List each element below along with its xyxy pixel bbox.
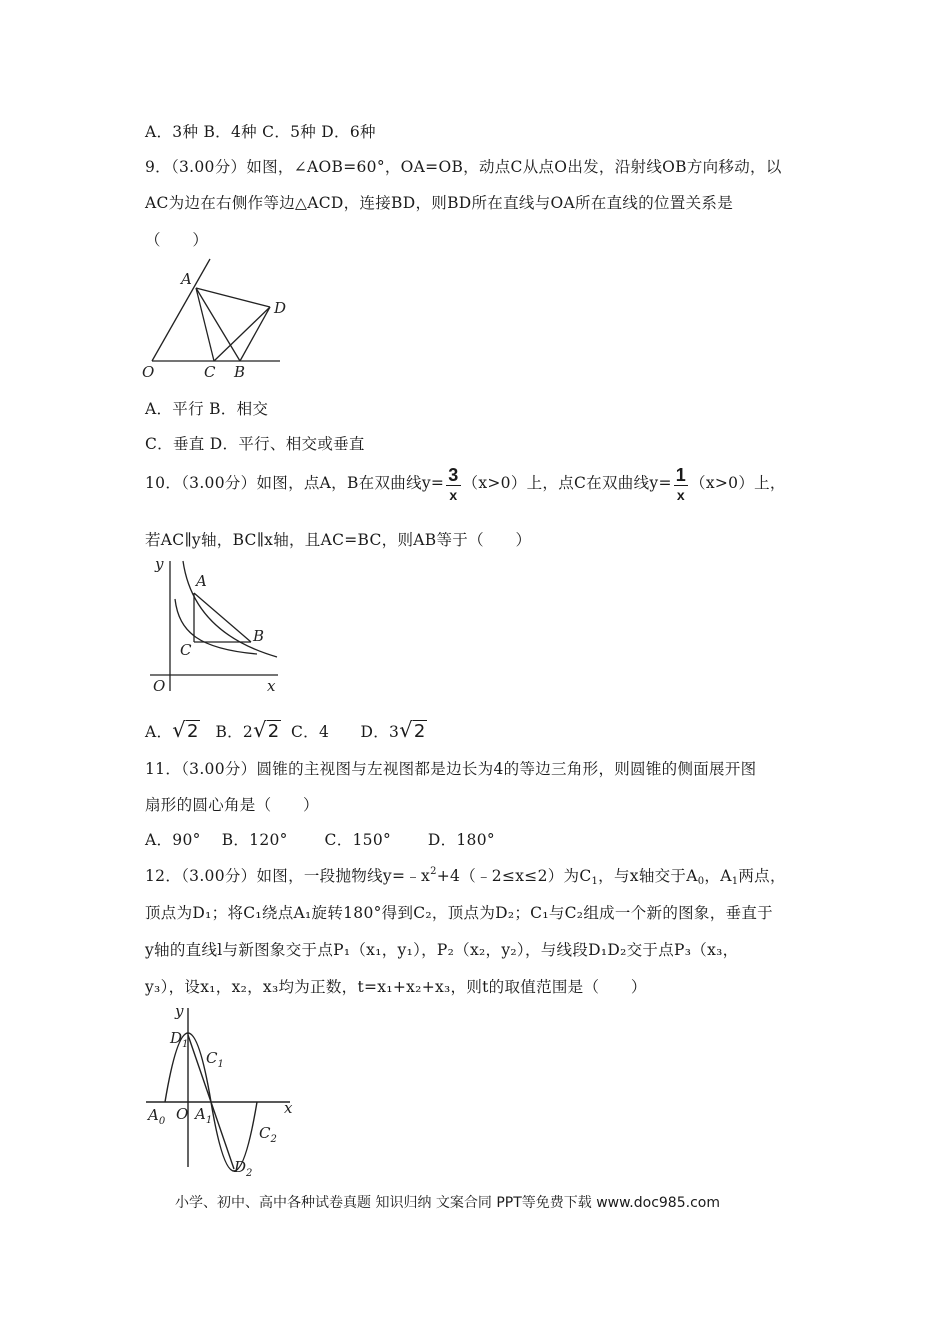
q10-fraction-1-over-x	[674, 466, 688, 502]
q12-label-x: x	[284, 1099, 293, 1117]
q10-fraction-3-over-x	[446, 466, 460, 502]
q11-options: A．90° B．120° C．150° D．180°	[145, 831, 495, 849]
q11-stem-line2: 扇形的圆心角是（ ）	[145, 796, 319, 814]
q10-label-c: C	[180, 641, 192, 659]
q10-stem-mid: （x>0）上，点C在双曲线y=	[462, 474, 672, 492]
sqrt-symbol: √	[172, 718, 186, 742]
q10-stem-line1	[145, 466, 786, 502]
q10-frac2-num: 1	[675, 465, 687, 485]
q10-options	[145, 718, 427, 742]
q12-label-d2: $D_2$	[234, 1158, 253, 1179]
q9-label-c: C	[204, 363, 216, 381]
q10-frac1-den: x	[449, 487, 458, 503]
q9-figure	[138, 255, 298, 385]
q9-label-a: A	[181, 270, 192, 288]
q10-figure	[145, 553, 290, 695]
q10-label-x: x	[267, 677, 276, 695]
q10-option-d: D．3√2	[360, 718, 426, 742]
q12-figure	[140, 1002, 305, 1180]
q10-seg-ab	[194, 593, 251, 642]
q10-label-y: y	[155, 555, 164, 573]
sqrt-symbol: √	[253, 718, 267, 742]
q8-options: A．3种 B．4种 C．5种 D．6种	[145, 123, 376, 141]
q10-label-a: A	[196, 572, 207, 590]
q9-label-b: B	[234, 363, 246, 381]
q12-stem-line2: 顶点为D₁；将C₁绕点A₁旋转180°得到C₂，顶点为D₂；C₁与C₂组成一个新的图象，垂直于	[145, 904, 773, 922]
q12-stem-line4: y₃），设x₁，x₂，x₃均为正数，t=x₁+x₂+x₃，则t的取值范围是（ ）	[145, 978, 647, 996]
q12-stem-line3: y轴的直线l与新图象交于点P₁（x₁，y₁），P₂（x₂，y₂），与线段D₁D₂交于点P₃（x₃，	[145, 941, 739, 959]
q12-stem-line1: 12．（3.00分）如图，一段抛物线$y=﹣x^2+4(﹣2\le x\le 2)$为$C_1$，与x轴交于$A_0$，$A_1$两点，	[145, 866, 786, 887]
q10-stem-post: （x>0）上，	[690, 474, 786, 492]
q10-frac2-den: x	[676, 487, 685, 503]
q9-options-cd: C．垂直 D．平行、相交或垂直	[145, 435, 365, 453]
q9-stem-line1: 9．（3.00分）如图，∠AOB=60°，OA=OB，动点C从点O出发，沿射线OB方向移动，以	[145, 158, 782, 176]
q12-label-a1: $A_1$	[195, 1105, 213, 1126]
q10-option-c: C．4	[291, 723, 330, 741]
radicand: 2	[186, 721, 199, 742]
q10-stem-pre: 10．（3.00分）如图，点A，B在双曲线y=	[145, 474, 445, 492]
q9-seg-ad	[196, 288, 270, 307]
sqrt-symbol: √	[399, 718, 413, 742]
q12-label-c1: $C_1$	[206, 1049, 224, 1070]
q11-stem-line1: 11．（3.00分）圆锥的主视图与左视图都是边长为4的等边三角形，则圆锥的侧面展开图	[145, 760, 757, 778]
page-footer: 小学、初中、高中各种试卷真题 知识归纳 文案合同 PPT等免费下载 www.doc985.com	[175, 1195, 720, 1211]
q9-options-ab: A．平行 B．相交	[145, 400, 269, 418]
q9-stem-line2: AC为边在右侧作等边△ACD，连接BD，则BD所在直线与OA所在直线的位置关系是	[145, 194, 733, 212]
q9-seg-bd	[240, 307, 270, 361]
radicand: 2	[413, 721, 426, 742]
q9-seg-cd	[214, 307, 270, 361]
q12-label-c2: $C_2$	[259, 1124, 277, 1145]
q9-label-d: D	[274, 299, 287, 317]
q12-label-d1: $D_1$	[170, 1029, 189, 1050]
q10-stem-line2: 若AC∥y轴，BC∥x轴，且AC=BC，则AB等于（ ）	[145, 531, 532, 549]
q10-option-b: B．2√2	[215, 718, 280, 742]
q9-seg-ab	[196, 288, 240, 361]
q12-label-y: y	[175, 1002, 184, 1020]
radicand: 2	[267, 721, 280, 742]
q10-option-a: A．√2	[145, 718, 199, 742]
q9-label-o: O	[142, 363, 155, 381]
q12-label-a0: $A_0$	[148, 1106, 166, 1127]
q10-frac1-num: 3	[448, 465, 459, 485]
q12-label-o: O	[176, 1105, 189, 1123]
q9-stem-line3: （ ）	[145, 231, 209, 249]
q10-label-o: O	[153, 677, 166, 695]
q9-seg-ac	[196, 288, 214, 361]
q10-label-b: B	[253, 627, 265, 645]
